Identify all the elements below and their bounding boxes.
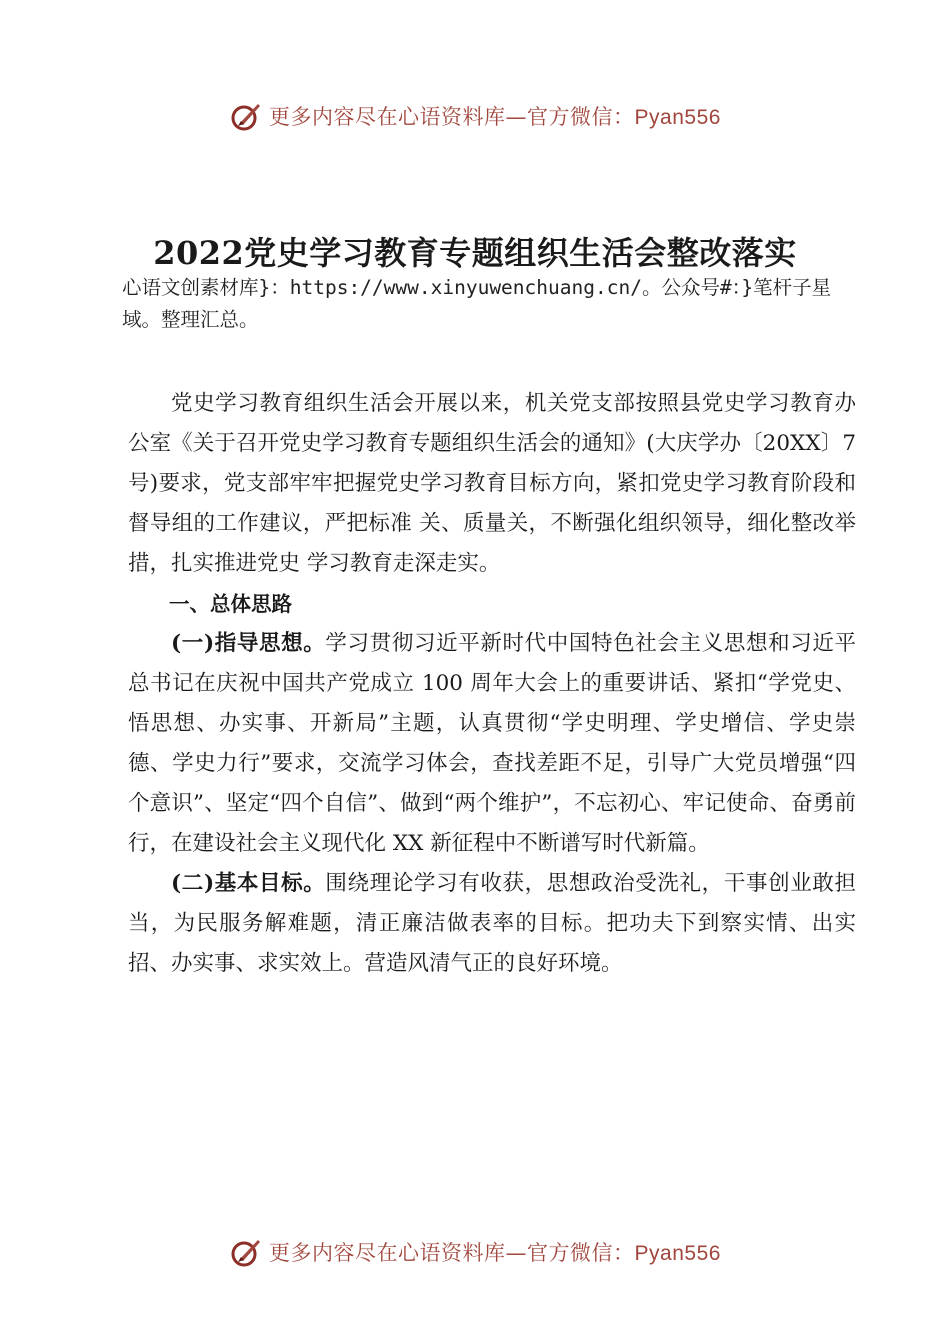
footer-banner <box>0 1232 950 1272</box>
quill-pen-circle-icon <box>229 1235 263 1269</box>
banner-wechat-id: Pyan556 <box>634 1242 721 1265</box>
quill-pen-circle-icon <box>229 99 263 133</box>
banner-wechat-id: Pyan556 <box>634 106 721 129</box>
document-body <box>128 384 856 984</box>
header-banner <box>0 96 950 136</box>
paragraph-lead: (二)基本目标。 <box>171 871 326 896</box>
paragraph-intro: 党史学习教育组织生活会开展以来，机关党支部按照县党史学习教育办公室《关于召开党史学习教育专题组织生活会的通知》(大庆学办〔20XX〕7 号)要求，党支部牢牢把握党史学习教育目标方向，紧扣党史学习教育阶段和督导组的工作建议，严把标准 关、质量关，不断强化组织领导，细化整改举措，扎实推进党史 学习教育走深走实。 <box>128 391 856 576</box>
paragraph-guiding-thought: (一)指导思想。学习贯彻习近平新时代中国特色社会主义思想和习近平总书记在庆祝中国共产党成立 100 周年大会上的重要讲话、紧扣“学党史、悟思想、办实事、开新局”主题，认真贯彻“学史明理、学史增信、学史崇德、学史力行”要求，交流学习体会，查找差距不足，引导广大党员增强“四个意识”、坚定“四个自信”、做到“两个维护”，不忘初心、牢记使命、奋勇前行，在建设社会主义现代化 XX 新征程中不断谱写时代新篇。 <box>128 631 856 856</box>
paragraph-basic-goal: (二)基本目标。围绕理论学习有收获，思想政治受洗礼，干事创业敢担当，为民服务解难题，清正廉洁做表率的目标。把功夫下到察实情、出实招、办实事、求实效上。营造风清气正的良好环境。 <box>128 871 856 976</box>
document-title: 2022党史学习教育专题组织生活会整改落实 <box>153 234 797 272</box>
paragraph-lead: (一)指导思想。 <box>171 631 326 656</box>
banner-text: 更多内容尽在心语资料库—官方微信：Pyan556 <box>269 1241 721 1265</box>
section-heading: 一、总体思路 <box>169 592 292 616</box>
banner-text: 更多内容尽在心语资料库—官方微信：Pyan556 <box>269 105 721 129</box>
source-line: 心语文创素材库}：https://www.xinyuwenchuang.cn/。公众号#：}笔杆子星域。整理汇总。 <box>122 276 832 331</box>
